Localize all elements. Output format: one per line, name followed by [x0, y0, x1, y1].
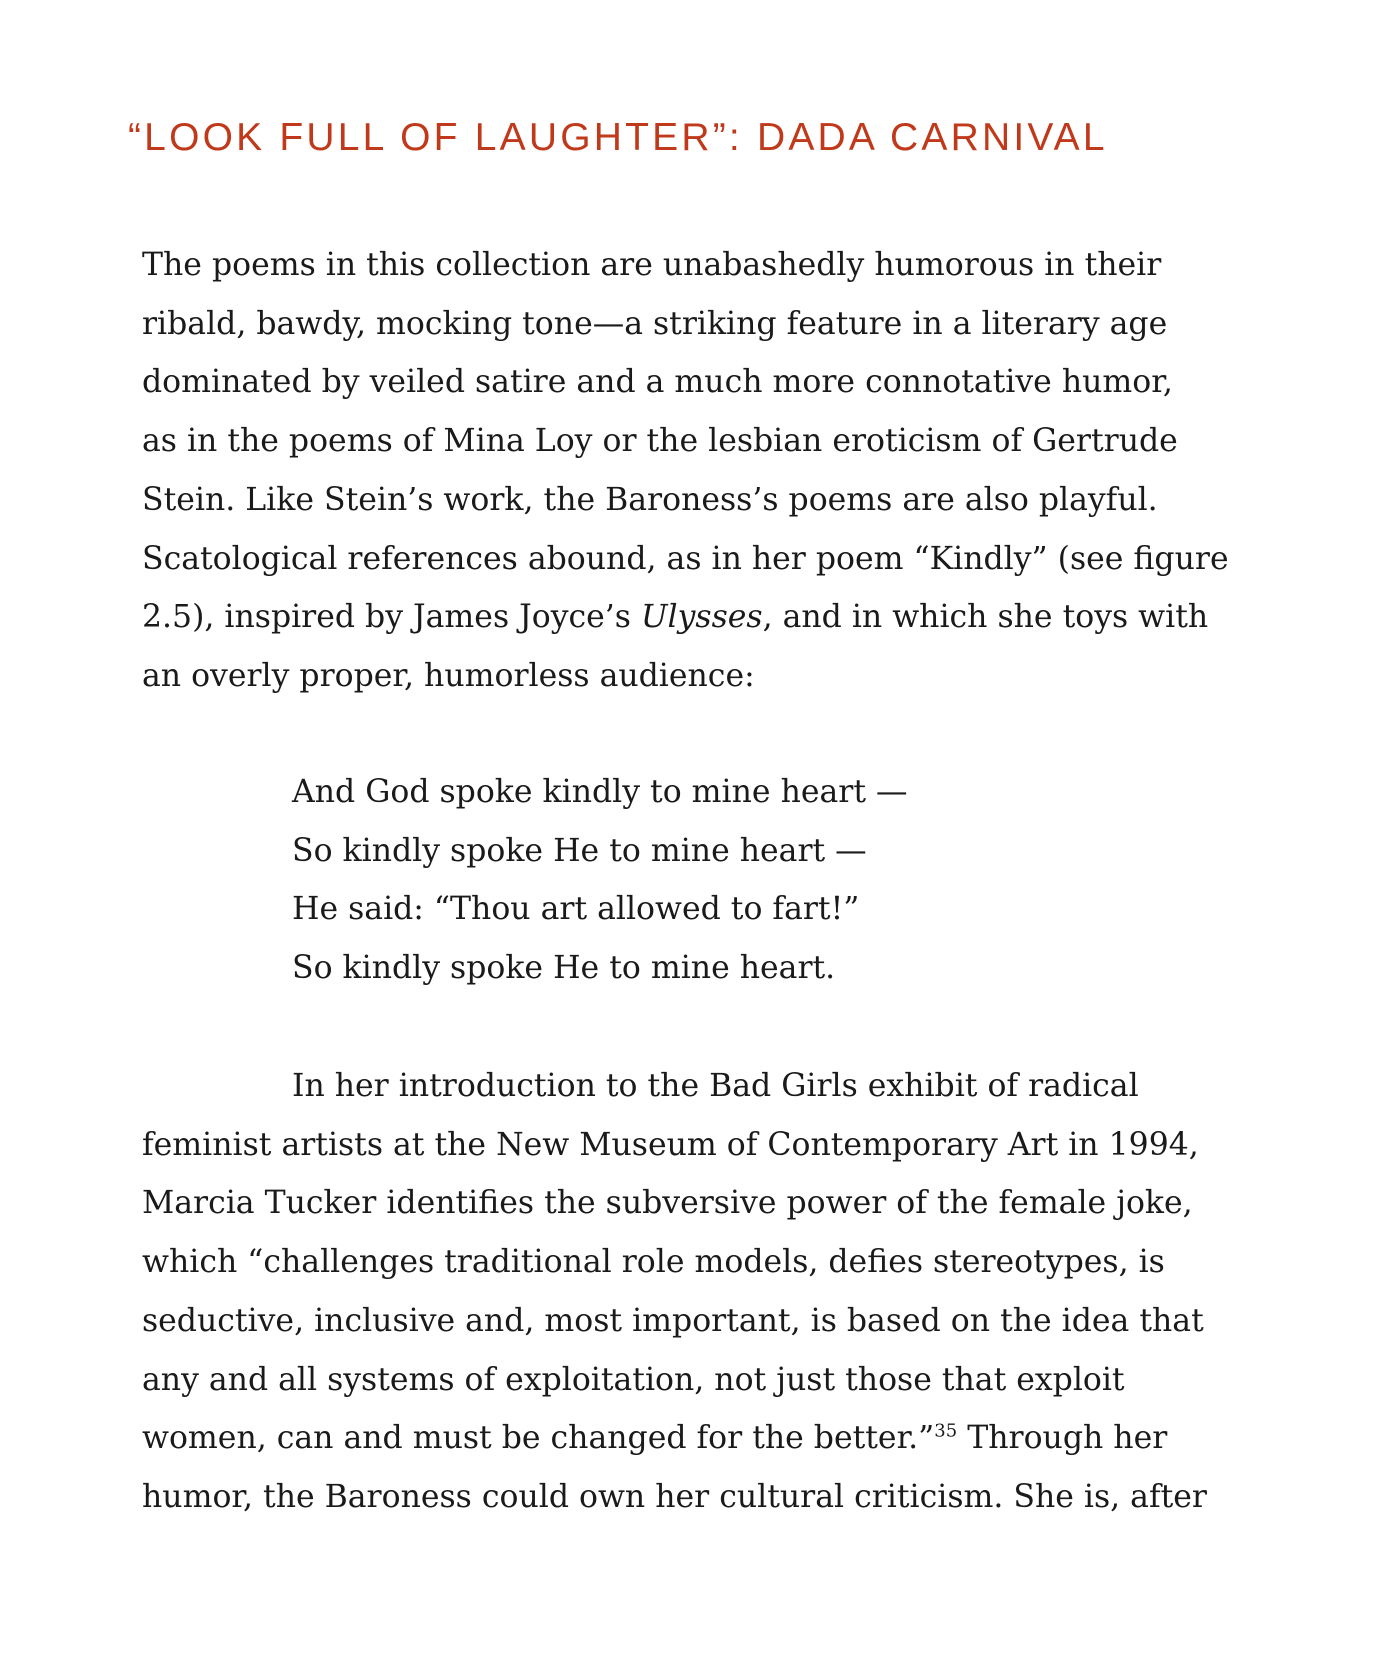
paragraph-line: any and all systems of exploitation, not just those that exploit	[142, 1361, 1125, 1398]
paragraph-line: as in the poems of Mina Loy or the lesbian eroticism of Gertrude	[142, 423, 1178, 460]
book-title-ulysses: Ulysses	[641, 599, 763, 636]
text-run: Through her	[957, 1420, 1168, 1457]
paragraph-bad-girls	[142, 1057, 1292, 1527]
footnote-marker: 35	[934, 1420, 958, 1442]
paragraph-line: humor, the Baroness could own her cultural criticism. She is, after	[142, 1478, 1207, 1515]
poem-line: He said: “Thou art allowed to fart!”	[292, 891, 860, 928]
paragraph-line: Stein. Like Stein’s work, the Baroness’s poems are also playful.	[142, 481, 1158, 518]
paragraph-line: which “challenges traditional role models, defies stereotypes, is	[142, 1244, 1165, 1281]
paragraph-line: ribald, bawdy, mocking tone—a striking feature in a literary age	[142, 305, 1168, 342]
poem-line: So kindly spoke He to mine heart —	[292, 832, 867, 869]
paragraph-line: The poems in this collection are unabashedly humorous in their	[142, 247, 1162, 283]
text-run: , and in which she toys with	[762, 599, 1209, 636]
poem-line: And God spoke kindly to mine heart —	[292, 774, 908, 810]
text-run: women, can and must be changed for the better.”	[142, 1420, 935, 1457]
paragraph-line: an overly proper, humorless audience:	[142, 657, 755, 694]
paragraph-line: Marcia Tucker identifies the subversive power of the female joke,	[142, 1185, 1193, 1222]
paragraph-line: dominated by veiled satire and a much more connotative humor,	[142, 364, 1173, 401]
paragraph-line: Scatological references abound, as in her poem “Kindly” (see figure	[142, 540, 1229, 577]
paragraph-line: feminist artists at the New Museum of Contemporary Art in 1994,	[142, 1126, 1199, 1163]
paragraph-intro	[142, 236, 1292, 706]
paragraph-line	[142, 588, 1292, 647]
paragraph-line	[142, 1409, 1292, 1468]
paragraph-line: In her introduction to the Bad Girls exhibit of radical	[292, 1068, 1139, 1104]
text-run: 2.5), inspired by James Joyce’s	[142, 599, 641, 636]
poem-line: So kindly spoke He to mine heart.	[292, 950, 836, 987]
poem-kindly	[292, 763, 908, 998]
section-heading: “LOOK FULL OF LAUGHTER”: DADA CARNIVAL	[128, 116, 1108, 159]
paragraph-line: seductive, inclusive and, most important, is based on the idea that	[142, 1302, 1204, 1339]
